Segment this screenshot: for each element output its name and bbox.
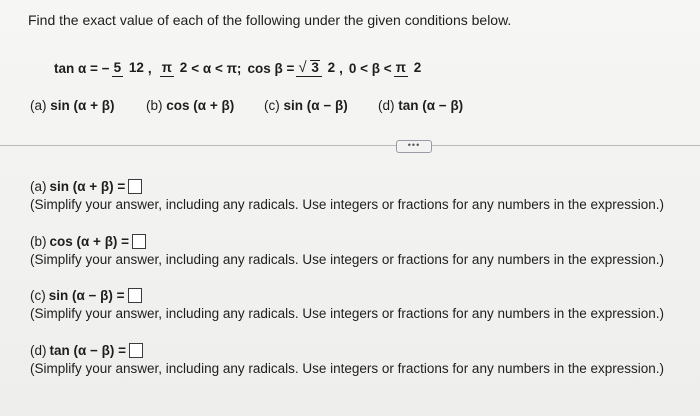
part-a-label <box>30 98 114 113</box>
answer-letter: (d) <box>30 342 47 358</box>
answer-letter: (c) <box>30 287 46 303</box>
part-letter: (d) <box>378 98 395 113</box>
answer-b-input[interactable] <box>132 234 146 249</box>
beta-upper-bound-fraction <box>394 59 424 77</box>
answer-expression: sin (α − β) = <box>48 287 125 303</box>
separator-comma: , <box>147 60 152 76</box>
answer-letter: (b) <box>30 233 47 249</box>
answer-instruction: (Simplify your answer, including any radicals. Use integers or fractions for any numbers in the expression.) <box>30 252 665 267</box>
answer-instruction: (Simplify your answer, including any radicals. Use integers or fractions for any numbers in the expression.) <box>30 361 665 376</box>
tan-alpha-numerator: 5 <box>113 60 122 75</box>
given-conditions <box>54 44 425 92</box>
answer-c <box>30 285 664 321</box>
answer-expression: cos (α + β) = <box>49 233 130 249</box>
expand-more-button[interactable]: ••• <box>396 140 432 153</box>
radical-sign: √ <box>298 59 307 76</box>
tan-alpha-lhs: tan α = − <box>54 60 110 76</box>
alpha-lower-bound-fraction <box>160 59 190 77</box>
answer-letter: (a) <box>30 178 47 194</box>
tan-alpha-denominator: 12 <box>128 60 144 75</box>
answer-c-input[interactable] <box>128 288 142 303</box>
part-d-label <box>378 98 463 113</box>
cos-beta-denominator: 2 <box>327 60 336 75</box>
instruction-text: Find the exact value of each of the following under the given conditions below. <box>28 12 512 28</box>
tan-alpha-fraction <box>112 59 146 77</box>
answer-instruction: (Simplify your answer, including any radicals. Use integers or fractions for any numbers in the expression.) <box>30 306 665 321</box>
answer-a-input[interactable] <box>128 179 142 194</box>
part-letter: (b) <box>146 98 163 113</box>
alpha-range-text: < α < π; <box>191 60 242 76</box>
separator-comma: , <box>339 60 343 76</box>
part-letter: (c) <box>264 98 280 113</box>
radicand: 3 <box>311 60 319 75</box>
alpha-bound-denominator: 2 <box>179 60 188 75</box>
part-expression: sin (α + β) <box>50 98 115 113</box>
beta-bound-numerator: π <box>395 60 407 75</box>
answer-expression: tan (α − β) = <box>49 342 127 358</box>
part-c-label <box>264 98 348 113</box>
cos-beta-fraction <box>296 59 337 77</box>
part-letter: (a) <box>30 98 47 113</box>
answer-instruction: (Simplify your answer, including any radicals. Use integers or fractions for any numbers in the expression.) <box>30 197 665 212</box>
part-b-label <box>146 98 234 113</box>
answer-d-input[interactable] <box>129 343 143 358</box>
cos-beta-lhs: cos β = <box>247 60 295 76</box>
answer-expression: sin (α + β) = <box>49 178 126 194</box>
part-expression: tan (α − β) <box>398 98 464 113</box>
beta-bound-denominator: 2 <box>413 60 422 75</box>
answer-b <box>30 231 664 267</box>
cos-beta-numerator <box>296 60 322 77</box>
answer-a <box>30 176 664 212</box>
alpha-bound-numerator: π <box>161 60 172 75</box>
part-expression: cos (α + β) <box>166 98 235 113</box>
answer-d <box>30 340 664 376</box>
part-expression: sin (α − β) <box>283 98 348 113</box>
beta-range-text: 0 < β < <box>348 60 392 76</box>
section-divider <box>0 145 700 146</box>
